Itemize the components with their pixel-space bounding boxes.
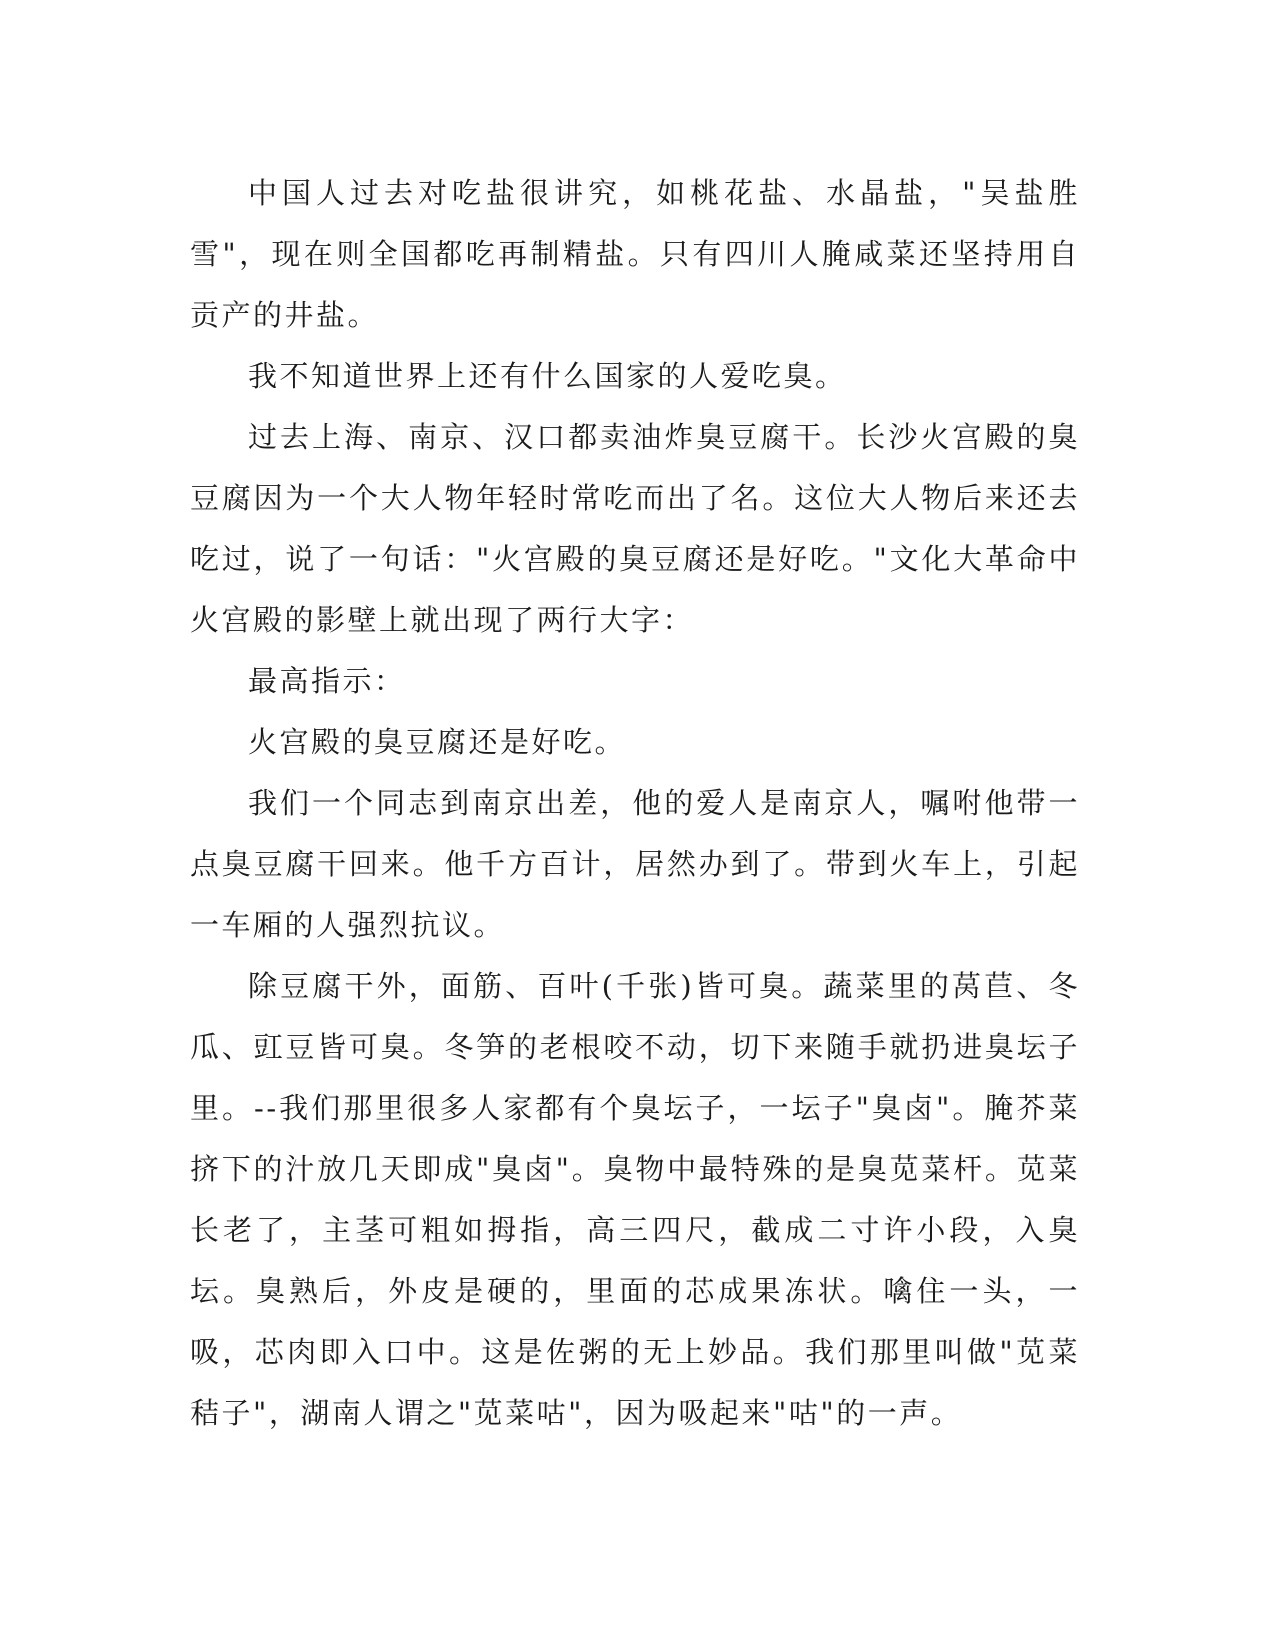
document-body bbox=[190, 163, 1080, 1444]
paragraph-highest-instruction: 最高指示： bbox=[248, 664, 406, 698]
paragraph-huogongdian: 过去上海、南京、汉口都卖油炸臭豆腐干。长沙火宫殿的臭豆腐因为一个大人物年轻时常吃而出了名。这位大人物后来还去吃过，说了一句话："火宫殿的臭豆腐还是好吃。"文化大革命中火宫殿的影壁上就出现了两行大字： bbox=[190, 420, 1080, 637]
paragraph-stinky-food: 我不知道世界上还有什么国家的人爱吃臭。 bbox=[248, 359, 847, 393]
paragraph-quote: 火宫殿的臭豆腐还是好吃。 bbox=[248, 725, 627, 759]
paragraph-nanjing-trip: 我们一个同志到南京出差，他的爱人是南京人，嘱咐他带一点臭豆腐干回来。他千方百计，居然办到了。带到火车上，引起一车厢的人强烈抗议。 bbox=[190, 786, 1080, 942]
paragraph-salt: 中国人过去对吃盐很讲究，如桃花盐、水晶盐，"吴盐胜雪"，现在则全国都吃再制精盐。只有四川人腌咸菜还坚持用自贡产的井盐。 bbox=[190, 176, 1080, 332]
paragraph-stinky-vegetables: 除豆腐干外，面筋、百叶(千张)皆可臭。蔬菜里的莴苣、冬瓜、豇豆皆可臭。冬笋的老根咬不动，切下来随手就扔进臭坛子里。--我们那里很多人家都有个臭坛子，一坛子"臭卤"。腌芥菜挤下的汁放几天即成"臭卤"。臭物中最特殊的是臭苋菜杆。苋菜长老了，主茎可粗如拇指，高三四尺，截成二寸许小段，入臭坛。臭熟后，外皮是硬的，里面的芯成果冻状。噙住一头，一吸，芯肉即入口中。这是佐粥的无上妙品。我们那里叫做"苋菜秸子"，湖南人谓之"苋菜咕"，因为吸起来"咕"的一声。 bbox=[190, 969, 1080, 1430]
